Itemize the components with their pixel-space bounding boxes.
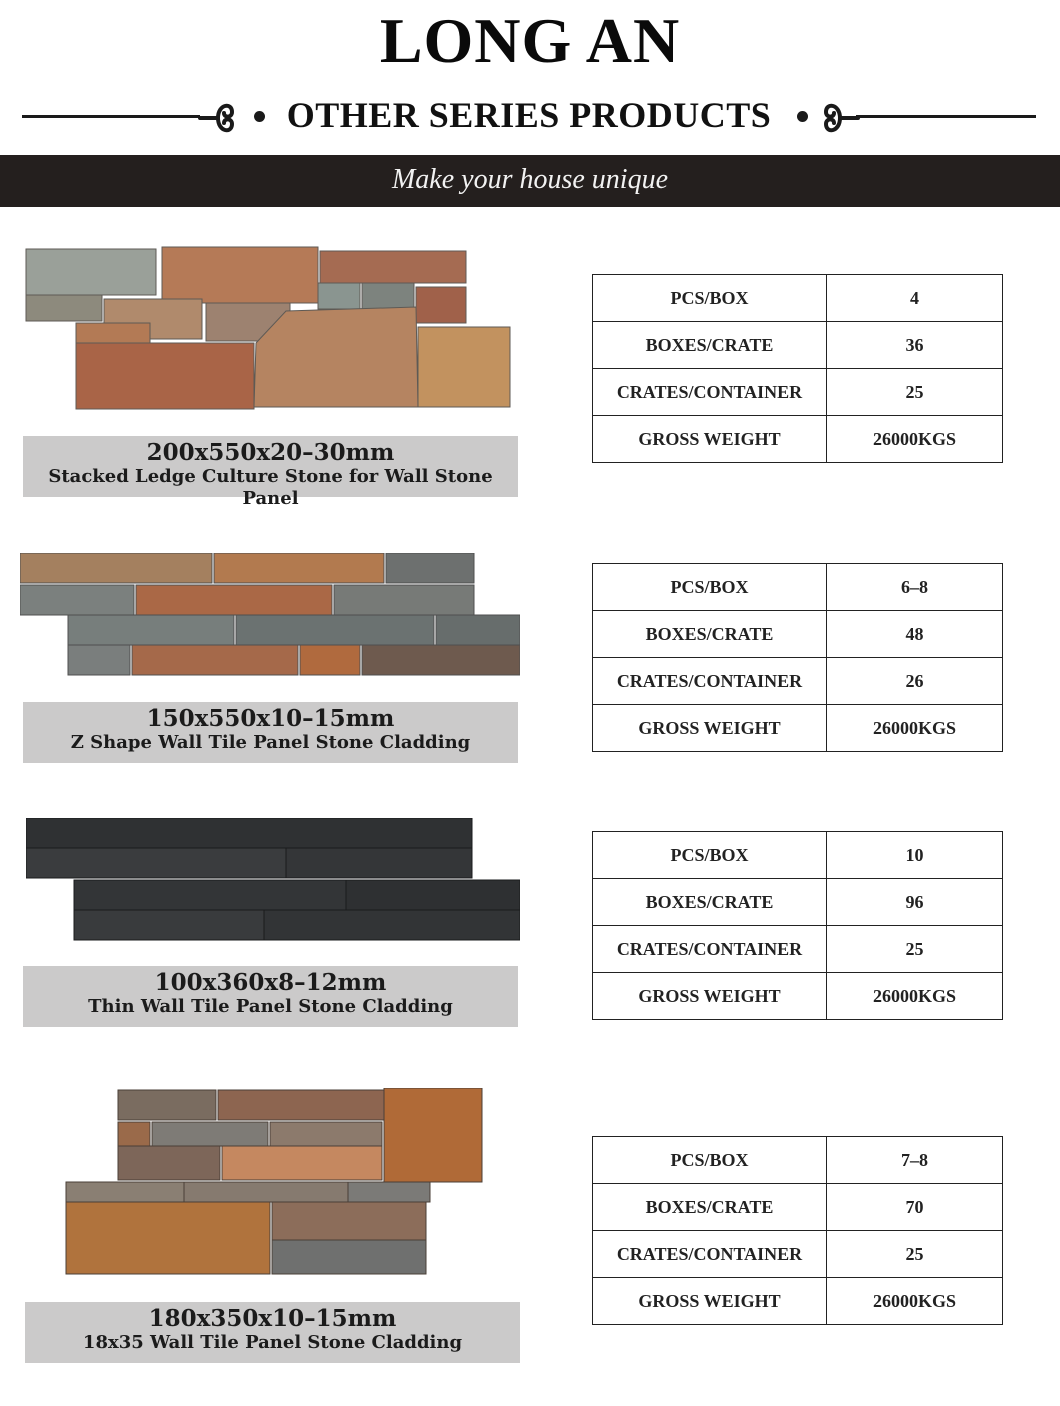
product-size: 150x550x10–15mm	[146, 705, 395, 732]
product-name: Stacked Ledge Culture Stone for Wall Stone Panel	[48, 466, 493, 509]
table-row	[593, 1231, 1003, 1278]
spec-value: 4	[827, 275, 1003, 322]
table-row	[593, 1137, 1003, 1184]
spec-label: CRATES/CONTAINER	[593, 926, 827, 973]
spec-label: GROSS WEIGHT	[593, 416, 827, 463]
spec-value: 25	[827, 369, 1003, 416]
scroll-ornament-icon	[820, 94, 860, 138]
spec-label: CRATES/CONTAINER	[593, 1231, 827, 1278]
spec-value: 26000KGS	[827, 705, 1003, 752]
spec-label: PCS/BOX	[593, 832, 827, 879]
z-shape-stone-image	[20, 553, 520, 677]
table-row	[593, 275, 1003, 322]
product-name: 18x35 Wall Tile Panel Stone Cladding	[82, 1332, 463, 1353]
product-caption	[23, 966, 518, 1027]
spec-value: 10	[827, 832, 1003, 879]
tagline-band	[0, 155, 1060, 207]
spec-label: PCS/BOX	[593, 1137, 827, 1184]
spec-value: 26000KGS	[827, 1278, 1003, 1325]
black-slate-stone-image	[26, 818, 520, 942]
spec-label: GROSS WEIGHT	[593, 705, 827, 752]
spec-label: BOXES/CRATE	[593, 879, 827, 926]
table-row	[593, 322, 1003, 369]
product-name: Z Shape Wall Tile Panel Stone Cladding	[70, 732, 471, 753]
product-size: 180x350x10–15mm	[148, 1305, 397, 1332]
spec-value: 26000KGS	[827, 416, 1003, 463]
spec-label: PCS/BOX	[593, 275, 827, 322]
spec-label: BOXES/CRATE	[593, 322, 827, 369]
rusty-slate-stone-image	[64, 1088, 484, 1276]
spec-table	[592, 1136, 1003, 1325]
spec-label: PCS/BOX	[593, 564, 827, 611]
divider-line-right	[856, 115, 1036, 118]
spec-value: 25	[827, 926, 1003, 973]
table-row	[593, 369, 1003, 416]
spec-label: BOXES/CRATE	[593, 611, 827, 658]
spec-value: 48	[827, 611, 1003, 658]
spec-value: 26	[827, 658, 1003, 705]
table-row	[593, 658, 1003, 705]
spec-label: BOXES/CRATE	[593, 1184, 827, 1231]
ornament-dot-icon	[797, 111, 808, 122]
product-caption	[23, 436, 518, 509]
product-caption	[25, 1302, 520, 1363]
spec-table	[592, 563, 1003, 752]
product-size: 100x360x8–12mm	[154, 969, 387, 996]
tagline-text: Make your house unique	[391, 164, 669, 195]
spec-value: 26000KGS	[827, 973, 1003, 1020]
table-row	[593, 564, 1003, 611]
spec-value: 25	[827, 1231, 1003, 1278]
table-row	[593, 926, 1003, 973]
spec-value: 7–8	[827, 1137, 1003, 1184]
table-row	[593, 1278, 1003, 1325]
spec-label: CRATES/CONTAINER	[593, 369, 827, 416]
product-size: 200x550x20–30mm	[146, 439, 395, 466]
spec-label: GROSS WEIGHT	[593, 973, 827, 1020]
table-row	[593, 1184, 1003, 1231]
spec-value: 70	[827, 1184, 1003, 1231]
table-row	[593, 611, 1003, 658]
product-name: Thin Wall Tile Panel Stone Cladding	[88, 996, 453, 1017]
brand-title: LONG AN	[379, 5, 681, 76]
spec-label: CRATES/CONTAINER	[593, 658, 827, 705]
stacked-ledge-stone-image	[24, 245, 516, 413]
spec-value: 96	[827, 879, 1003, 926]
table-row	[593, 705, 1003, 752]
table-row	[593, 879, 1003, 926]
series-heading-bar	[22, 92, 1036, 140]
product-caption	[23, 702, 518, 763]
spec-table	[592, 831, 1003, 1020]
table-row	[593, 832, 1003, 879]
spec-label: GROSS WEIGHT	[593, 1278, 827, 1325]
spec-value: 36	[827, 322, 1003, 369]
spec-table	[592, 274, 1003, 463]
spec-value: 6–8	[827, 564, 1003, 611]
table-row	[593, 973, 1003, 1020]
table-row	[593, 416, 1003, 463]
series-title: OTHER SERIES PRODUCTS	[286, 95, 772, 135]
